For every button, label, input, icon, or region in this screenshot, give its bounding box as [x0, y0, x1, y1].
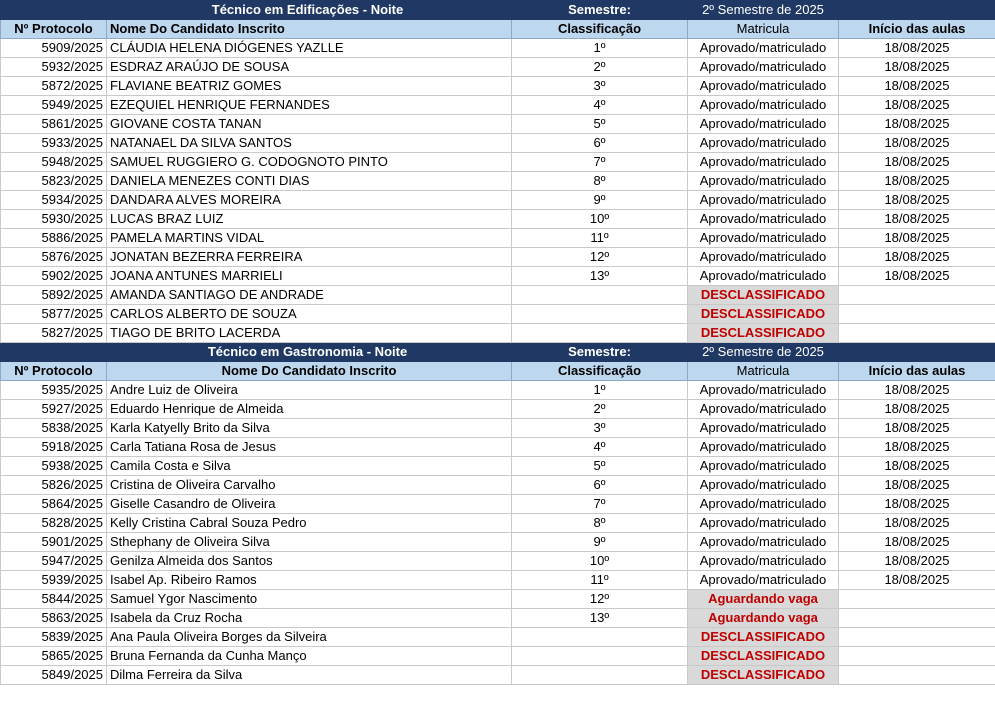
cell-nome: Isabela da Cruz Rocha — [107, 609, 512, 628]
cell-classificacao: 5º — [512, 115, 688, 134]
cell-nome: AMANDA SANTIAGO DE ANDRADE — [107, 286, 512, 305]
table-row — [1, 39, 995, 58]
cell-nome: FLAVIANE BEATRIZ GOMES — [107, 77, 512, 96]
cell-matricula: Aprovado/matriculado — [688, 172, 839, 191]
cell-inicio — [839, 305, 995, 324]
cell-matricula: Aprovado/matriculado — [688, 533, 839, 552]
cell-protocolo: 5949/2025 — [1, 96, 107, 115]
cell-classificacao: 4º — [512, 96, 688, 115]
table-row — [1, 286, 995, 305]
cell-protocolo: 5930/2025 — [1, 210, 107, 229]
cell-classificacao: 5º — [512, 457, 688, 476]
cell-inicio — [839, 324, 995, 343]
cell-matricula: Aprovado/matriculado — [688, 115, 839, 134]
semester-label: Semestre: — [512, 343, 688, 362]
table-row — [1, 248, 995, 267]
table-row — [1, 210, 995, 229]
table-row — [1, 533, 995, 552]
title-spacer-end — [839, 343, 995, 362]
cell-nome: Genilza Almeida dos Santos — [107, 552, 512, 571]
cell-nome: TIAGO DE BRITO LACERDA — [107, 324, 512, 343]
cell-classificacao: 1º — [512, 381, 688, 400]
header-nome: Nome Do Candidato Inscrito — [107, 362, 512, 381]
cell-matricula: Aprovado/matriculado — [688, 419, 839, 438]
cell-inicio: 18/08/2025 — [839, 172, 995, 191]
header-matricula: Matricula — [688, 362, 839, 381]
cell-classificacao: 10º — [512, 210, 688, 229]
cell-nome: SAMUEL RUGGIERO G. CODOGNOTO PINTO — [107, 153, 512, 172]
cell-inicio: 18/08/2025 — [839, 248, 995, 267]
cell-matricula: Aprovado/matriculado — [688, 58, 839, 77]
cell-protocolo: 5839/2025 — [1, 628, 107, 647]
header-inicio: Início das aulas — [839, 362, 995, 381]
cell-inicio: 18/08/2025 — [839, 400, 995, 419]
cell-inicio: 18/08/2025 — [839, 39, 995, 58]
table-row — [1, 400, 995, 419]
cell-inicio: 18/08/2025 — [839, 267, 995, 286]
cell-protocolo: 5886/2025 — [1, 229, 107, 248]
cell-protocolo: 5876/2025 — [1, 248, 107, 267]
header-classificacao: Classificação — [512, 20, 688, 39]
cell-matricula: Aprovado/matriculado — [688, 400, 839, 419]
cell-inicio: 18/08/2025 — [839, 191, 995, 210]
header-classificacao: Classificação — [512, 362, 688, 381]
cell-protocolo: 5872/2025 — [1, 77, 107, 96]
cell-inicio: 18/08/2025 — [839, 571, 995, 590]
cell-nome: Dilma Ferreira da Silva — [107, 666, 512, 685]
table-row — [1, 571, 995, 590]
cell-matricula: DESCLASSIFICADO — [688, 666, 839, 685]
table-row — [1, 628, 995, 647]
cell-protocolo: 5865/2025 — [1, 647, 107, 666]
cell-classificacao — [512, 666, 688, 685]
cell-protocolo: 5838/2025 — [1, 419, 107, 438]
cell-classificacao — [512, 286, 688, 305]
cell-classificacao: 12º — [512, 590, 688, 609]
cell-classificacao: 13º — [512, 267, 688, 286]
cell-matricula: Aguardando vaga — [688, 609, 839, 628]
cell-matricula: Aprovado/matriculado — [688, 39, 839, 58]
cell-protocolo: 5902/2025 — [1, 267, 107, 286]
cell-classificacao: 12º — [512, 248, 688, 267]
cell-inicio: 18/08/2025 — [839, 476, 995, 495]
cell-classificacao: 8º — [512, 172, 688, 191]
cell-matricula: DESCLASSIFICADO — [688, 286, 839, 305]
cell-nome: EZEQUIEL HENRIQUE FERNANDES — [107, 96, 512, 115]
cell-protocolo: 5826/2025 — [1, 476, 107, 495]
cell-nome: Eduardo Henrique de Almeida — [107, 400, 512, 419]
cell-inicio — [839, 286, 995, 305]
cell-matricula: Aprovado/matriculado — [688, 248, 839, 267]
cell-classificacao: 11º — [512, 229, 688, 248]
cell-classificacao: 8º — [512, 514, 688, 533]
cell-inicio: 18/08/2025 — [839, 457, 995, 476]
cell-protocolo: 5861/2025 — [1, 115, 107, 134]
cell-nome: CLÁUDIA HELENA DIÓGENES YAZLLE — [107, 39, 512, 58]
cell-matricula: Aprovado/matriculado — [688, 571, 839, 590]
table-row — [1, 229, 995, 248]
table-row — [1, 419, 995, 438]
table-row — [1, 58, 995, 77]
cell-inicio: 18/08/2025 — [839, 153, 995, 172]
cell-nome: GIOVANE COSTA TANAN — [107, 115, 512, 134]
table-row — [1, 153, 995, 172]
table-row — [1, 495, 995, 514]
table-row — [1, 77, 995, 96]
cell-classificacao: 13º — [512, 609, 688, 628]
cell-nome: Giselle Casandro de Oliveira — [107, 495, 512, 514]
title-spacer — [1, 1, 107, 20]
header-matricula: Matricula — [688, 20, 839, 39]
cell-protocolo: 5938/2025 — [1, 457, 107, 476]
header-nome: Nome Do Candidato Inscrito — [107, 20, 512, 39]
cell-protocolo: 5918/2025 — [1, 438, 107, 457]
table-row — [1, 552, 995, 571]
cell-matricula: Aprovado/matriculado — [688, 438, 839, 457]
semester-value: 2º Semestre de 2025 — [688, 343, 839, 362]
cell-protocolo: 5939/2025 — [1, 571, 107, 590]
cell-nome: Sthephany de Oliveira Silva — [107, 533, 512, 552]
cell-classificacao: 9º — [512, 191, 688, 210]
cell-matricula: DESCLASSIFICADO — [688, 305, 839, 324]
cell-matricula: Aprovado/matriculado — [688, 77, 839, 96]
cell-inicio — [839, 628, 995, 647]
cell-classificacao: 11º — [512, 571, 688, 590]
cell-classificacao: 7º — [512, 153, 688, 172]
cell-protocolo: 5909/2025 — [1, 39, 107, 58]
cell-protocolo: 5947/2025 — [1, 552, 107, 571]
course-title: Técnico em Gastronomia - Noite — [107, 343, 512, 362]
table-row — [1, 438, 995, 457]
cell-inicio: 18/08/2025 — [839, 58, 995, 77]
cell-protocolo: 5932/2025 — [1, 58, 107, 77]
section-title-row — [1, 1, 995, 20]
cell-nome: Camila Costa e Silva — [107, 457, 512, 476]
column-header-row — [1, 20, 995, 39]
cell-protocolo: 5901/2025 — [1, 533, 107, 552]
cell-inicio: 18/08/2025 — [839, 96, 995, 115]
cell-protocolo: 5892/2025 — [1, 286, 107, 305]
cell-matricula: Aprovado/matriculado — [688, 153, 839, 172]
cell-protocolo: 5864/2025 — [1, 495, 107, 514]
table-row — [1, 666, 995, 685]
cell-nome: JOANA ANTUNES MARRIELI — [107, 267, 512, 286]
cell-inicio — [839, 666, 995, 685]
cell-protocolo: 5863/2025 — [1, 609, 107, 628]
cell-matricula: DESCLASSIFICADO — [688, 647, 839, 666]
course-title: Técnico em Edificações - Noite — [107, 1, 512, 20]
cell-protocolo: 5927/2025 — [1, 400, 107, 419]
cell-matricula: Aprovado/matriculado — [688, 96, 839, 115]
cell-nome: Isabel Ap. Ribeiro Ramos — [107, 571, 512, 590]
cell-nome: JONATAN BEZERRA FERREIRA — [107, 248, 512, 267]
cell-classificacao: 9º — [512, 533, 688, 552]
cell-matricula: Aguardando vaga — [688, 590, 839, 609]
cell-classificacao — [512, 628, 688, 647]
table-row — [1, 476, 995, 495]
header-protocolo: Nº Protocolo — [1, 362, 107, 381]
cell-nome: CARLOS ALBERTO DE SOUZA — [107, 305, 512, 324]
table-row — [1, 96, 995, 115]
cell-inicio: 18/08/2025 — [839, 495, 995, 514]
table-row — [1, 609, 995, 628]
table-row — [1, 514, 995, 533]
cell-nome: LUCAS BRAZ LUIZ — [107, 210, 512, 229]
cell-classificacao — [512, 647, 688, 666]
cell-nome: Ana Paula Oliveira Borges da Silveira — [107, 628, 512, 647]
cell-inicio: 18/08/2025 — [839, 533, 995, 552]
cell-inicio: 18/08/2025 — [839, 210, 995, 229]
cell-classificacao: 6º — [512, 134, 688, 153]
cell-matricula: DESCLASSIFICADO — [688, 324, 839, 343]
cell-matricula: Aprovado/matriculado — [688, 210, 839, 229]
cell-matricula: Aprovado/matriculado — [688, 495, 839, 514]
cell-nome: Karla Katyelly Brito da Silva — [107, 419, 512, 438]
header-protocolo: Nº Protocolo — [1, 20, 107, 39]
cell-protocolo: 5948/2025 — [1, 153, 107, 172]
cell-inicio: 18/08/2025 — [839, 77, 995, 96]
cell-classificacao: 4º — [512, 438, 688, 457]
table-row — [1, 457, 995, 476]
cell-matricula: Aprovado/matriculado — [688, 457, 839, 476]
table-row — [1, 134, 995, 153]
cell-protocolo: 5935/2025 — [1, 381, 107, 400]
cell-inicio — [839, 590, 995, 609]
semester-value: 2º Semestre de 2025 — [688, 1, 839, 20]
cell-classificacao: 3º — [512, 77, 688, 96]
cell-inicio — [839, 647, 995, 666]
cell-nome: DANDARA ALVES MOREIRA — [107, 191, 512, 210]
cell-inicio: 18/08/2025 — [839, 229, 995, 248]
cell-protocolo: 5877/2025 — [1, 305, 107, 324]
cell-inicio — [839, 609, 995, 628]
cell-classificacao: 2º — [512, 400, 688, 419]
cell-classificacao: 7º — [512, 495, 688, 514]
cell-matricula: Aprovado/matriculado — [688, 229, 839, 248]
table-row — [1, 381, 995, 400]
cell-nome: Bruna Fernanda da Cunha Manço — [107, 647, 512, 666]
column-header-row — [1, 362, 995, 381]
cell-matricula: Aprovado/matriculado — [688, 381, 839, 400]
cell-nome: Andre Luiz de Oliveira — [107, 381, 512, 400]
cell-inicio: 18/08/2025 — [839, 514, 995, 533]
cell-protocolo: 5849/2025 — [1, 666, 107, 685]
section-title-row — [1, 343, 995, 362]
cell-protocolo: 5934/2025 — [1, 191, 107, 210]
cell-inicio: 18/08/2025 — [839, 134, 995, 153]
cell-matricula: Aprovado/matriculado — [688, 191, 839, 210]
cell-nome: PAMELA MARTINS VIDAL — [107, 229, 512, 248]
cell-classificacao: 6º — [512, 476, 688, 495]
table-row — [1, 267, 995, 286]
cell-matricula: Aprovado/matriculado — [688, 267, 839, 286]
table-row — [1, 191, 995, 210]
cell-classificacao: 3º — [512, 419, 688, 438]
cell-protocolo: 5828/2025 — [1, 514, 107, 533]
cell-nome: Carla Tatiana Rosa de Jesus — [107, 438, 512, 457]
cell-nome: Samuel Ygor Nascimento — [107, 590, 512, 609]
cell-inicio: 18/08/2025 — [839, 419, 995, 438]
table-row — [1, 172, 995, 191]
title-spacer-end — [839, 1, 995, 20]
cell-matricula: Aprovado/matriculado — [688, 476, 839, 495]
semester-label: Semestre: — [512, 1, 688, 20]
table-row — [1, 647, 995, 666]
cell-nome: DANIELA MENEZES CONTI DIAS — [107, 172, 512, 191]
cell-classificacao: 10º — [512, 552, 688, 571]
cell-matricula: DESCLASSIFICADO — [688, 628, 839, 647]
cell-inicio: 18/08/2025 — [839, 552, 995, 571]
cell-nome: Kelly Cristina Cabral Souza Pedro — [107, 514, 512, 533]
cell-inicio: 18/08/2025 — [839, 438, 995, 457]
table-row — [1, 305, 995, 324]
table-row — [1, 590, 995, 609]
cell-protocolo: 5823/2025 — [1, 172, 107, 191]
cell-matricula: Aprovado/matriculado — [688, 134, 839, 153]
cell-matricula: Aprovado/matriculado — [688, 514, 839, 533]
cell-classificacao: 1º — [512, 39, 688, 58]
cell-protocolo: 5933/2025 — [1, 134, 107, 153]
cell-inicio: 18/08/2025 — [839, 381, 995, 400]
cell-inicio: 18/08/2025 — [839, 115, 995, 134]
cell-classificacao — [512, 305, 688, 324]
title-spacer — [1, 343, 107, 362]
cell-nome: ESDRAZ ARAÚJO DE SOUSA — [107, 58, 512, 77]
cell-nome: Cristina de Oliveira Carvalho — [107, 476, 512, 495]
cell-classificacao: 2º — [512, 58, 688, 77]
table-row — [1, 324, 995, 343]
cell-nome: NATANAEL DA SILVA SANTOS — [107, 134, 512, 153]
cell-protocolo: 5827/2025 — [1, 324, 107, 343]
header-inicio: Início das aulas — [839, 20, 995, 39]
cell-matricula: Aprovado/matriculado — [688, 552, 839, 571]
cell-protocolo: 5844/2025 — [1, 590, 107, 609]
table-row — [1, 115, 995, 134]
cell-classificacao — [512, 324, 688, 343]
